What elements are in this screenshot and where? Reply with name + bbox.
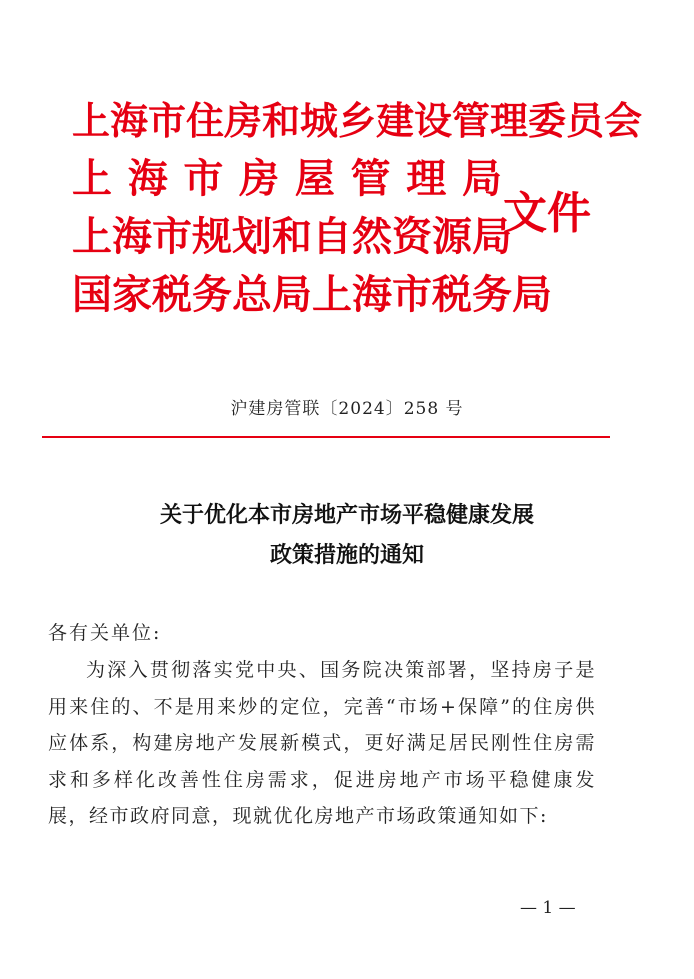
page-number: — 1 — — [520, 898, 576, 918]
document-suffix: 文件 — [503, 188, 591, 239]
issuer-line-housing-construction-commission: 上海市住房和城乡建设管理委员会 — [72, 99, 643, 143]
salutation: 各有关单位: — [48, 622, 162, 644]
title-line-2: 政策措施的通知 — [269, 543, 424, 568]
document-title — [0, 496, 694, 576]
body-paragraph: 为深入贯彻落实党中央、国务院决策部署，坚持房子是用来住的、不是用来炒的定位，完善“市场+保障”的住房供应体系，构建房地产发展新模式，更好满足居民刚性住房需求和多样化改善性住房需求，促进房地产市场平稳健康发展，经市政府同意，现就优化房地产市场政策通知如下: — [48, 659, 596, 827]
issuer-line-planning-resources-bureau: 上海市规划和自然资源局 — [72, 214, 512, 260]
document-number: 沪建房管联〔2024〕258 号 — [230, 399, 464, 419]
title-line-1: 关于优化本市房地产市场平稳健康发展 — [159, 503, 534, 528]
issuer-line-housing-administration-bureau: 上海市房屋管理局 — [72, 156, 502, 202]
red-divider-line — [42, 436, 610, 438]
issuer-line-tax-bureau: 国家税务总局上海市税务局 — [72, 272, 552, 318]
